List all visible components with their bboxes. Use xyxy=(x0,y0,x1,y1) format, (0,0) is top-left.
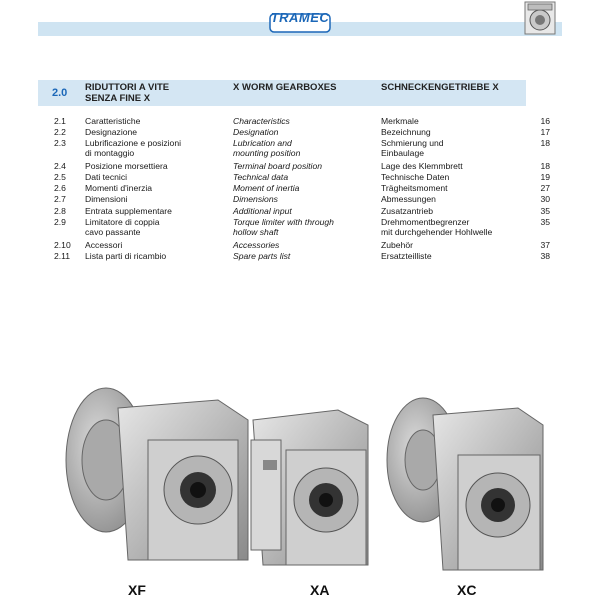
toc-title-en: Spare parts list xyxy=(233,251,291,261)
toc-title-it: Caratteristiche xyxy=(85,116,141,126)
toc-page: 27 xyxy=(540,183,550,193)
toc-title-it: Dimensioni xyxy=(85,194,128,204)
toc-number: 2.7 xyxy=(54,194,66,204)
toc-number: 2.6 xyxy=(54,183,66,193)
toc-page: 18 xyxy=(540,161,550,171)
toc-title-en: Characteristics xyxy=(233,116,290,126)
toc-number: 2.3 xyxy=(54,138,66,148)
toc-title-en: Dimensions xyxy=(233,194,278,204)
toc-title-de: Zusatzantrieb xyxy=(381,206,434,216)
toc-title-en: Additional input xyxy=(233,206,292,216)
toc-title-en: Torque limiter with through hollow shaft xyxy=(233,217,334,237)
gearbox-thumbnail-icon xyxy=(522,0,558,36)
model-label-xc: XC xyxy=(457,582,477,598)
toc-page: 35 xyxy=(540,217,550,227)
toc-title-de: Bezeichnung xyxy=(381,127,431,137)
toc-page: 38 xyxy=(540,251,550,261)
toc-page: 19 xyxy=(540,172,550,182)
toc-number: 2.11 xyxy=(54,251,71,261)
toc-title-en: Technical data xyxy=(233,172,289,182)
model-label-xf: XF xyxy=(128,582,146,598)
toc-title-en: Accessories xyxy=(233,240,280,250)
model-label-xa: XA xyxy=(310,582,330,598)
brand-name: TRAMEC xyxy=(270,10,330,25)
toc-number: 2.2 xyxy=(54,127,66,137)
toc-number: 2.1 xyxy=(54,116,66,126)
tramec-logo xyxy=(268,6,332,34)
toc-page: 16 xyxy=(540,116,550,126)
toc-title-it: Accessori xyxy=(85,240,123,250)
gearbox-product-photo xyxy=(58,380,548,580)
toc-title-de: Technische Daten xyxy=(381,172,450,182)
gearbox-xf xyxy=(66,388,248,560)
toc-number: 2.9 xyxy=(54,217,66,227)
toc-page: 35 xyxy=(540,206,550,216)
toc-title-en: Moment of inertia xyxy=(233,183,300,193)
section-title-en: X WORM GEARBOXES xyxy=(233,82,337,93)
toc-title-de: Trägheitsmoment xyxy=(381,183,448,193)
toc-title-it: Limitatore di coppia cavo passante xyxy=(85,217,160,237)
section-title-de: SCHNECKENGETRIEBE X xyxy=(381,82,499,93)
toc-title-de: Abmessungen xyxy=(381,194,436,204)
section-title-it: RIDUTTORI A VITE SENZA FINE X xyxy=(85,82,170,104)
toc-title-de: Schmierung und Einbaulage xyxy=(381,138,444,158)
gearbox-xc xyxy=(387,398,543,570)
toc-page: 37 xyxy=(540,240,550,250)
toc-title-it: Entrata supplementare xyxy=(85,206,172,216)
toc-title-en: Designation xyxy=(233,127,279,137)
toc-title-it: Dati tecnici xyxy=(85,172,128,182)
toc-title-de: Merkmale xyxy=(381,116,419,126)
toc-title-it: Momenti d'inerzia xyxy=(85,183,153,193)
toc-number: 2.10 xyxy=(54,240,71,250)
toc-number: 2.5 xyxy=(54,172,66,182)
toc-number: 2.4 xyxy=(54,161,66,171)
toc-page: 17 xyxy=(540,127,550,137)
toc-title-it: Lubrificazione e posizioni di montaggio xyxy=(85,138,182,158)
toc-number: 2.8 xyxy=(54,206,66,216)
toc-title-de: Zubehör xyxy=(381,240,414,250)
toc-title-de: Drehmomentbegrenzer mit durchgehender Hohlwelle xyxy=(381,217,493,237)
toc-title-de: Lage des Klemmbrett xyxy=(381,161,463,171)
toc-title-it: Posizione morsettiera xyxy=(85,161,168,171)
toc-title-de: Ersatzteilliste xyxy=(381,251,432,261)
toc-title-en: Lubrication and mounting position xyxy=(233,138,301,158)
toc-page: 30 xyxy=(540,194,550,204)
toc-title-en: Terminal board position xyxy=(233,161,323,171)
toc-page: 18 xyxy=(540,138,550,148)
toc-title-it: Designazione xyxy=(85,127,138,137)
toc-title-it: Lista parti di ricambio xyxy=(85,251,167,261)
section-number: 2.0 xyxy=(52,87,68,99)
gearbox-xa xyxy=(251,410,368,565)
